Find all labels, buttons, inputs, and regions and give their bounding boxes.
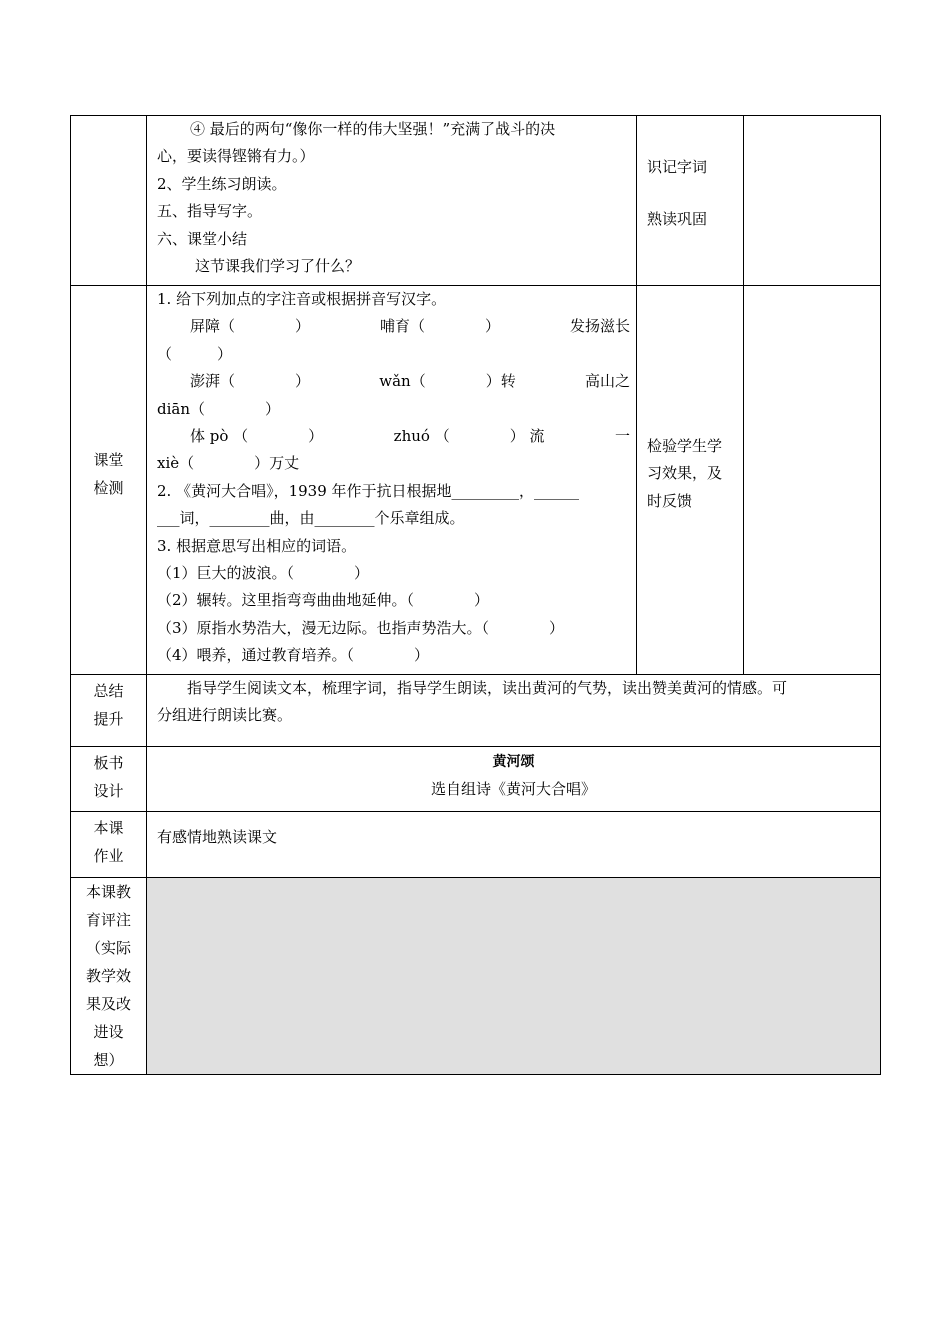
question-1-line: 澎湃（ ） wǎn（ ）转 高山之 [190, 372, 630, 391]
purpose-line: 识记字词 [647, 158, 708, 176]
lesson-plan-page [70, 115, 881, 1075]
board-subtitle: 选自组诗《黄河大合唱》 [430, 780, 596, 799]
step-line: 这节课我们学习了什么？ [195, 257, 361, 276]
step-line: 六、课堂小结 [157, 229, 248, 248]
row-label-teaching-review: 本课教 育评注 （实际 教学效 果及改 进设 想） [71, 878, 147, 1075]
table-row-teaching-review [71, 878, 881, 1075]
summary-line: 分组进行朗读比赛。 [157, 706, 293, 725]
question-3-item: （2）辗转。这里指弯弯曲曲地延伸。（ ） [157, 591, 490, 610]
table-row-classroom-test [71, 286, 881, 675]
question-1-line: 体 pò （ ） zhuó （ ） 流 一 [190, 427, 630, 446]
row-label-board-design: 板书 设计 [71, 747, 147, 812]
board-title: 黄河颂 [492, 754, 535, 770]
summary-line: 指导学生阅读文本，梳理字词，指导学生朗读，读出黄河的气势，读出赞美黄河的情感。可 [157, 679, 788, 697]
lesson-plan-table [70, 115, 881, 1075]
purpose-line: 习效果，及 [647, 464, 723, 483]
question-3-item: （4）喂养，通过教育培养。（ ） [157, 646, 430, 665]
teaching-steps-cell [147, 116, 637, 286]
row-label-empty [71, 116, 147, 286]
classroom-test-cell [147, 286, 637, 675]
question-2-line: ___词，________曲，由________个乐章组成。 [157, 509, 465, 528]
purpose-cell [637, 116, 744, 286]
row-label-summary: 总结 提升 [71, 675, 147, 747]
purpose-line: 检验学生学 [647, 437, 723, 455]
row-label-homework: 本课 作业 [71, 812, 147, 878]
table-row-teaching-steps [71, 116, 881, 286]
table-row-summary [71, 675, 881, 747]
question-1-line: （ ） [157, 344, 233, 363]
notes-cell [744, 286, 881, 675]
question-1-line: diān（ ） [157, 399, 281, 418]
purpose-cell [637, 286, 744, 675]
step-line: 2、学生练习朗读。 [157, 174, 287, 193]
question-3-item: （1）巨大的波浪。（ ） [157, 564, 370, 583]
homework-text: 有感情地熟读课文 [157, 828, 278, 846]
question-2-line: 2. 《黄河大合唱》，1939 年作于抗日根据地_________，______ [157, 481, 580, 500]
table-row-homework [71, 812, 881, 878]
step-line: 五、指导写字。 [157, 202, 263, 221]
question-1-title: 1. 给下列加点的字注音或根据拼音写汉字。 [157, 290, 447, 308]
question-1-line: 屏障（ ） 哺育（ ） 发扬滋长 [190, 317, 630, 336]
step-line: 心，要读得铿锵有力。） [157, 147, 315, 166]
board-design-cell [147, 747, 881, 812]
question-1-line: xiè（ ）万丈 [157, 454, 300, 473]
question-3-item: （3）原指水势浩大，漫无边际。也指声势浩大。（ ） [157, 618, 565, 637]
summary-cell [147, 675, 881, 747]
purpose-line: 熟读巩固 [647, 210, 708, 229]
step-line: ④ 最后的两句“像你一样的伟大坚强！”充满了战斗的决 [190, 120, 556, 138]
notes-cell [744, 116, 881, 286]
table-row-board-design [71, 747, 881, 812]
question-3-title: 3. 根据意思写出相应的词语。 [157, 536, 357, 555]
row-label-classroom-test: 课堂 检测 [71, 286, 147, 675]
homework-cell [147, 812, 881, 878]
purpose-line: 时反馈 [647, 491, 693, 510]
teaching-review-cell [147, 878, 881, 1075]
